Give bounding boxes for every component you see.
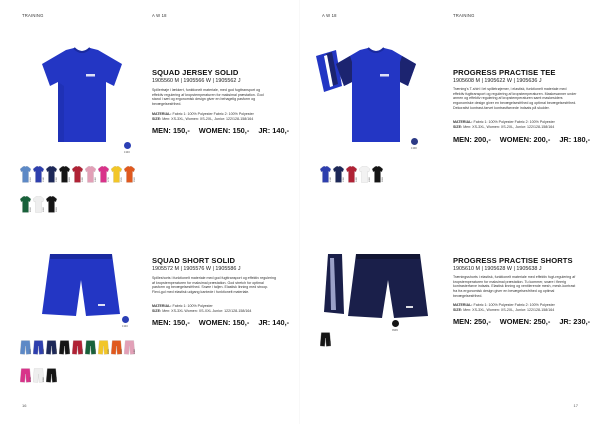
squad-shorts-variant-thumbnail[interactable] <box>59 340 70 355</box>
price-women: WOMEN: 250,- <box>499 317 551 326</box>
price-men: MEN: 200,- <box>453 135 491 144</box>
price-men: MEN: 250,- <box>453 317 491 326</box>
squad-jersey-variant-thumbnail[interactable] <box>20 166 31 183</box>
variant-color-code: 1010 <box>30 177 32 182</box>
squad-jersey-color-dot[interactable] <box>124 142 131 149</box>
squad-shorts-variant-thumbnail[interactable] <box>46 368 57 383</box>
progress-shorts-description: Træningsshorts i elastisk, funktionelt materiale med effektiv fugt-regulering af kropstemperaturen for maksimal præstation. Tu kommer, snøre i fleerig kontrasterfarve indsats. Elastisk linning og ventilerende mesh, mesh-kontrast fra fra ergonomisk design giver en bevægelsesfrihed og optimal bevægelsesfrihed. <box>453 275 576 298</box>
variant-color-code: 1346 <box>330 177 332 182</box>
size-value: Men: XS-3XL, Women: XS-2XL, Junior: 122/128-158/164 <box>162 116 254 121</box>
squad-shorts-description: Spilleshorts i funktionelt materiale med god fugttransport og effektiv regulering af kropstemperaturen for maksimal præstation. God stretch for optimal pasform og bevægelsesfrihed. Snøre i taljen. Elastisk linning med stroop. Flexi-gul med elastisk udgang kantede i funktionelt materiale. <box>152 276 276 295</box>
progress-tee-prices <box>453 135 599 144</box>
squad-jersey-color-code: 1346 <box>124 151 130 154</box>
progress-shorts-specs <box>453 303 577 312</box>
material-value: Fabric 1: 100% Polyester <box>172 304 213 308</box>
price-junior: JR: 140,- <box>258 318 290 327</box>
progress-tee-description: Træning's T-shirt i let spilletrøjemer, i elastisk, funktionelt materiale med effektiv fugttransport og regulering af kropstemperaturen. Maskesanner under armen og effektiv regulering af kropstemperaturen samt maskesiders ergonomiske design giver en bevægelsesfrihed og optimal bevægelsesfrihed. Dekorativt kontrast-farvet kontrastfarvede indsats på skulder. <box>453 87 577 110</box>
variant-color-code: 2505 <box>108 349 110 354</box>
progress-tee-color-dot[interactable] <box>411 138 418 145</box>
variant-color-code: 1400 <box>95 177 97 182</box>
right-catalog-page <box>300 0 600 424</box>
squad-jersey-variant-thumbnail[interactable] <box>33 166 44 183</box>
squad-shorts-specs <box>152 304 276 313</box>
variant-color-code: 1390 <box>56 177 58 182</box>
material-label: MATERIAL: <box>152 112 172 116</box>
squad-jersey-variant-thumbnail[interactable] <box>46 196 57 213</box>
page-number: 17 <box>573 403 578 408</box>
squad-jersey-description: Spillertrøje i lækkert, funktionelt materiale, med god fugttransport og effektiv regulering af kropstemperaturen for maksimal præstation. God stand i sæt og ergonomisk design giver en behagelig pasform og bevægelsesfrihed. <box>152 88 264 107</box>
progress-shorts-variant-thumbnail[interactable] <box>320 332 331 347</box>
variant-color-code: 6600 <box>30 207 32 212</box>
price-junior: JR: 230,- <box>559 317 591 326</box>
squad-jersey-variant-thumbnail[interactable] <box>59 166 70 183</box>
squad-jersey-variant-thumbnail[interactable] <box>72 166 83 183</box>
squad-shorts-title: SQUAD SHORT SOLID <box>152 256 236 265</box>
squad-shorts-variant-thumbnail[interactable] <box>46 340 57 355</box>
variant-color-code: 1900 <box>43 377 45 382</box>
progress-tee-hero-image <box>314 46 440 150</box>
variant-color-code: 9999 <box>56 207 58 212</box>
squad-jersey-variant-thumbnail[interactable] <box>98 166 109 183</box>
squad-jersey-variant-thumbnail[interactable] <box>85 166 96 183</box>
squad-shorts-color-code: 1346 <box>122 325 128 328</box>
variant-color-code: 9999 <box>69 349 71 354</box>
variant-color-code: 6600 <box>95 349 97 354</box>
price-men: MEN: 150,- <box>152 126 190 135</box>
progress-tee-title: PROGRESS PRACTISE TEE <box>453 68 556 77</box>
squad-shorts-prices <box>152 318 298 327</box>
progress-tee-variant-thumbnail[interactable] <box>333 166 344 183</box>
page-number: 16 <box>22 403 27 408</box>
page-season-label: A W 18 <box>322 13 337 18</box>
squad-shorts-variant-thumbnail[interactable] <box>20 340 31 355</box>
material-value: Fabric 1: 100% Polyester Fabric 2: 100% Polyester <box>473 120 555 124</box>
page-section-label: TRAINING <box>453 13 475 18</box>
squad-jersey-variant-thumbnail[interactable] <box>20 196 31 213</box>
price-junior: JR: 180,- <box>559 135 591 144</box>
progress-shorts-color-dot[interactable] <box>392 320 399 327</box>
size-label: SIZE: <box>152 308 162 313</box>
size-value: Men: XS-3XL, Women: XS-2XL, Junior: 122/128-158/164 <box>463 307 555 312</box>
progress-shorts-article-numbers: 1905610 M | 1905628 W | 1905638 J <box>453 266 542 272</box>
variant-color-code: 9999 <box>330 341 332 346</box>
variant-color-code: 1430 <box>356 177 358 182</box>
material-label: MATERIAL: <box>453 120 473 124</box>
material-label: MATERIAL: <box>152 304 172 308</box>
size-label: SIZE: <box>152 116 162 121</box>
variant-color-code: 1010 <box>30 349 32 354</box>
variant-color-code: 5560 <box>121 349 123 354</box>
progress-tee-variant-thumbnail[interactable] <box>359 166 370 183</box>
price-men: MEN: 150,- <box>152 318 190 327</box>
squad-shorts-variant-thumbnail[interactable] <box>72 340 83 355</box>
squad-shorts-variant-thumbnail[interactable] <box>85 340 96 355</box>
variant-color-code: 1430 <box>82 349 84 354</box>
squad-shorts-variant-thumbnail[interactable] <box>124 340 135 355</box>
variant-color-code: 1900 <box>369 177 371 182</box>
variant-color-code: 9999 <box>382 177 384 182</box>
squad-shorts-article-numbers: 1905572 M | 1905576 W | 1905586 J <box>152 266 241 272</box>
squad-shorts-variant-thumbnail[interactable] <box>98 340 109 355</box>
squad-shorts-variant-thumbnail[interactable] <box>111 340 122 355</box>
variant-color-code: 1730 <box>108 177 110 182</box>
progress-shorts-color-code: 9999 <box>392 329 398 332</box>
progress-tee-article-numbers: 1905608 M | 1905622 W | 1905636 J <box>453 78 542 84</box>
page-section-label: TRAINING <box>22 13 44 18</box>
price-women: WOMEN: 150,- <box>198 318 250 327</box>
squad-shorts-variant-thumbnail[interactable] <box>33 340 44 355</box>
progress-tee-variant-thumbnail[interactable] <box>346 166 357 183</box>
size-value: Men: XS-3XL, Women: XS-2XL, Junior: 122/128-158/164 <box>463 124 555 129</box>
price-junior: JR: 140,- <box>258 126 290 135</box>
squad-jersey-variant-thumbnail[interactable] <box>111 166 122 183</box>
size-label: SIZE: <box>453 307 463 312</box>
squad-jersey-prices <box>152 126 298 135</box>
variant-color-code: 1400 <box>134 349 136 354</box>
squad-shorts-color-dot[interactable] <box>122 316 129 323</box>
squad-shorts-variant-thumbnail[interactable] <box>20 368 31 383</box>
squad-jersey-variant-thumbnail[interactable] <box>33 196 44 213</box>
size-value: Men: XS-3XL Women: XS-XXL Junior: 122/128-158/164 <box>162 308 252 313</box>
price-women: WOMEN: 200,- <box>499 135 551 144</box>
material-value: Fabric 1: 100% Polyester Fabric 2: 100% Polyester <box>473 303 555 307</box>
progress-shorts-hero-image <box>322 250 430 324</box>
squad-jersey-title: SQUAD JERSEY SOLID <box>152 68 239 77</box>
squad-shorts-hero-image <box>40 250 122 320</box>
material-label: MATERIAL: <box>453 303 473 307</box>
squad-jersey-article-numbers: 1905560 M | 1905566 W | 1905562 J <box>152 78 241 84</box>
variant-color-code: 2505 <box>121 177 123 182</box>
progress-tee-color-code: 1390 <box>411 147 417 150</box>
variant-color-code: 9999 <box>56 377 58 382</box>
progress-shorts-prices <box>453 317 599 326</box>
squad-shorts-variant-thumbnail[interactable] <box>33 368 44 383</box>
progress-tee-variant-thumbnail[interactable] <box>372 166 383 183</box>
squad-jersey-variant-thumbnail[interactable] <box>124 166 135 183</box>
variant-color-code: 1390 <box>343 177 345 182</box>
page-season-label: A W 18 <box>152 13 167 18</box>
variant-color-code: 5560 <box>134 177 136 182</box>
squad-jersey-hero-image <box>36 46 128 146</box>
price-women: WOMEN: 150,- <box>198 126 250 135</box>
variant-color-code: 1900 <box>43 207 45 212</box>
progress-tee-specs <box>453 120 577 129</box>
material-value: Fabric 1: 100% Polyester Fabric 2: 100% Polyester <box>172 112 254 116</box>
size-label: SIZE: <box>453 124 463 129</box>
variant-color-code: 1346 <box>43 349 45 354</box>
variant-color-code: 9999 <box>69 177 71 182</box>
progress-shorts-title: PROGRESS PRACTISE SHORTS <box>453 256 573 265</box>
variant-color-code: 1430 <box>82 177 84 182</box>
squad-jersey-specs <box>152 112 276 121</box>
variant-color-code: 1346 <box>43 177 45 182</box>
squad-jersey-variant-thumbnail[interactable] <box>46 166 57 183</box>
variant-color-code: 1390 <box>56 349 58 354</box>
progress-tee-variant-thumbnail[interactable] <box>320 166 331 183</box>
variant-color-code: 1730 <box>30 377 32 382</box>
